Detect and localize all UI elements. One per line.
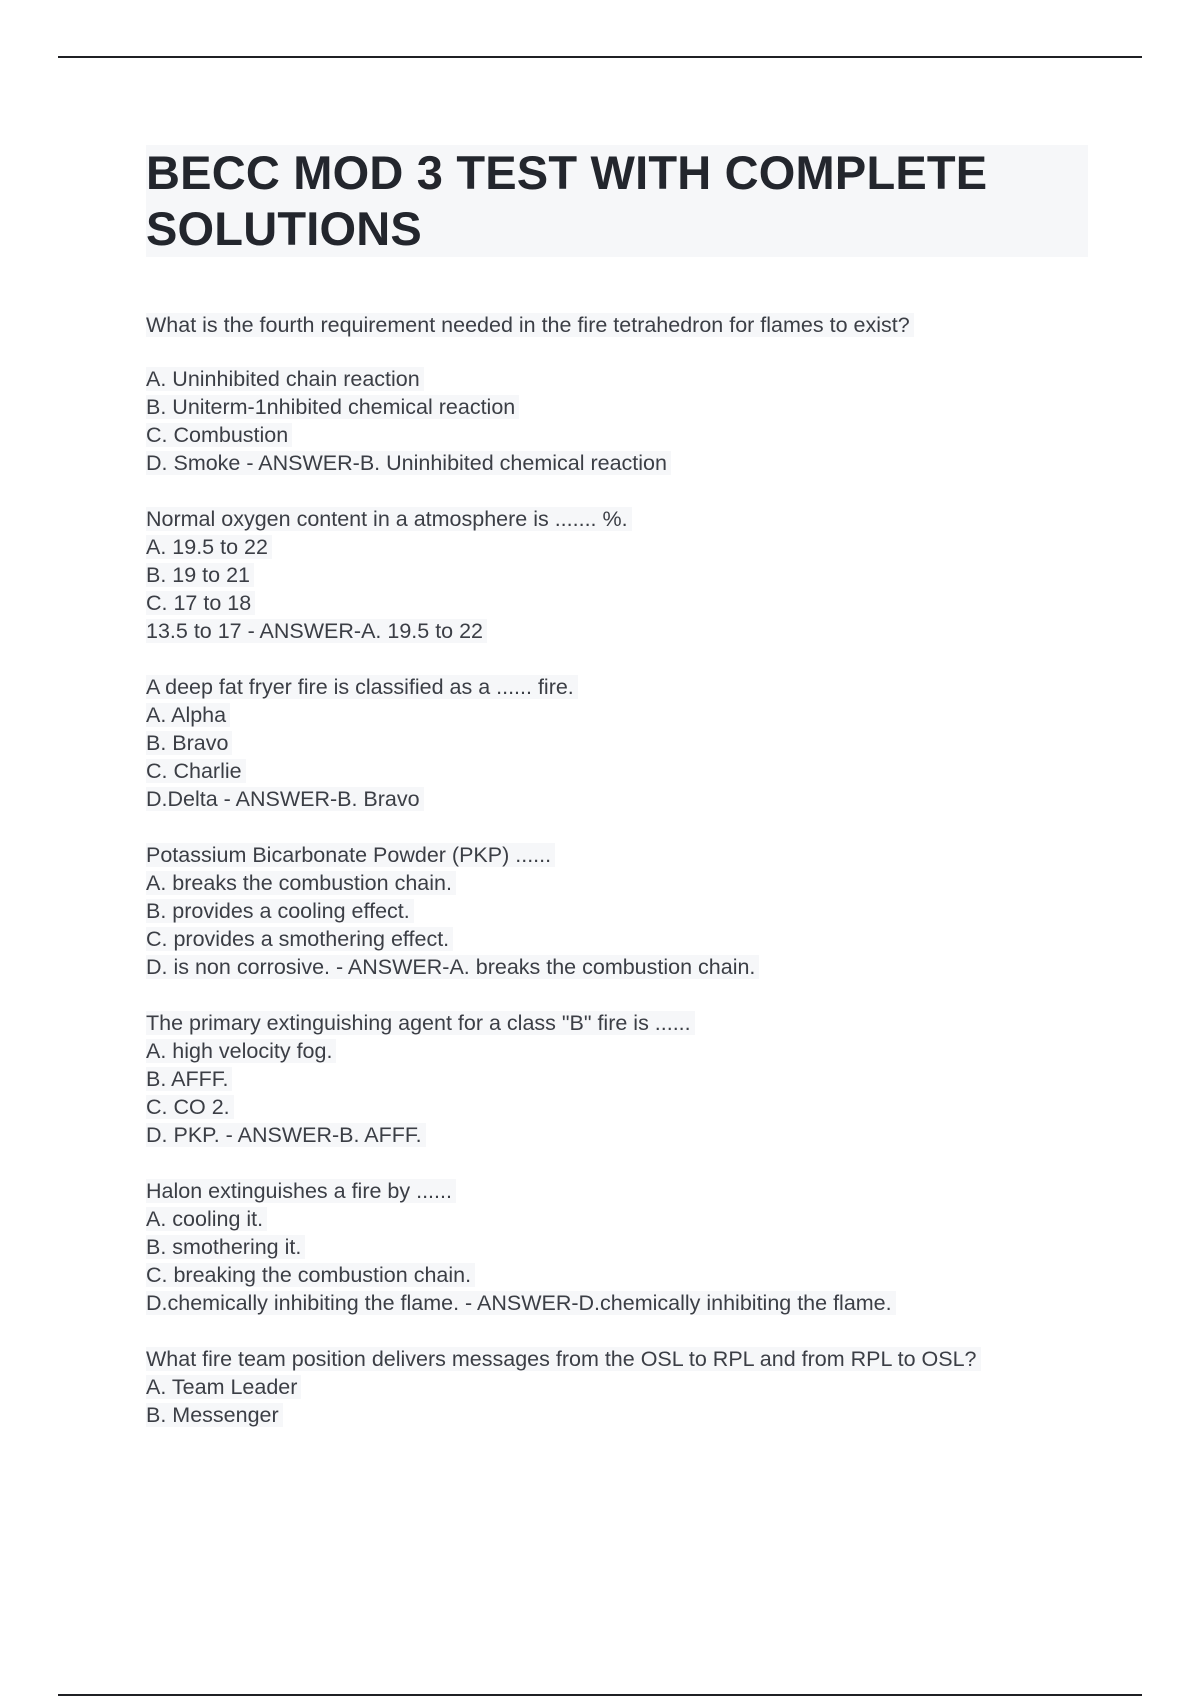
option-line: B. smothering it.: [146, 1233, 1106, 1261]
answer-line: D.Delta - ANSWER-B. Bravo: [146, 785, 1106, 813]
question-text: The primary extinguishing agent for a class "B" fire is ......: [146, 1009, 1106, 1037]
question-block-2: [146, 505, 1106, 645]
question-text: What fire team position delivers messages from the OSL to RPL and from RPL to OSL?: [146, 1345, 1106, 1373]
question-block-1: [146, 311, 1106, 477]
option-line: B. Messenger: [146, 1401, 1106, 1429]
option-line: A. high velocity fog.: [146, 1037, 1106, 1065]
option-line: B. 19 to 21: [146, 561, 1106, 589]
option-line: C. provides a smothering effect.: [146, 925, 1106, 953]
questions-list: [146, 311, 1106, 1457]
answer-line: D. is non corrosive. - ANSWER-A. breaks the combustion chain.: [146, 953, 1106, 981]
question-text: Potassium Bicarbonate Powder (PKP) ......: [146, 841, 1106, 869]
question-text: What is the fourth requirement needed in the fire tetrahedron for flames to exist?: [146, 311, 1106, 339]
option-line: C. Combustion: [146, 421, 1106, 449]
question-block-5: [146, 1009, 1106, 1149]
question-block-3: [146, 673, 1106, 813]
option-line: C. CO 2.: [146, 1093, 1106, 1121]
title-block: [146, 145, 1088, 257]
option-line: A. breaks the combustion chain.: [146, 869, 1106, 897]
document-title-line-1: BECC MOD 3 TEST WITH COMPLETE: [146, 146, 988, 199]
document-title-line-2: SOLUTIONS: [146, 202, 422, 255]
option-line: A. Alpha: [146, 701, 1106, 729]
answer-line: D.chemically inhibiting the flame. - ANSWER-D.chemically inhibiting the flame.: [146, 1289, 1106, 1317]
option-line: A. Uninhibited chain reaction: [146, 365, 1106, 393]
question-block-6: [146, 1177, 1106, 1317]
bottom-rule: [58, 1694, 1142, 1696]
answer-line: D. PKP. - ANSWER-B. AFFF.: [146, 1121, 1106, 1149]
option-line: C. 17 to 18: [146, 589, 1106, 617]
answer-line: D. Smoke - ANSWER-B. Uninhibited chemical reaction: [146, 449, 1106, 477]
question-block-7: [146, 1345, 1106, 1429]
question-text: Halon extinguishes a fire by ......: [146, 1177, 1106, 1205]
option-line: C. breaking the combustion chain.: [146, 1261, 1106, 1289]
option-line: C. Charlie: [146, 757, 1106, 785]
option-line: B. AFFF.: [146, 1065, 1106, 1093]
top-rule: [58, 56, 1142, 58]
option-line: B. Uniterm-1nhibited chemical reaction: [146, 393, 1106, 421]
option-line: A. 19.5 to 22: [146, 533, 1106, 561]
option-line: A. cooling it.: [146, 1205, 1106, 1233]
question-text: A deep fat fryer fire is classified as a ...... fire.: [146, 673, 1106, 701]
option-line: B. provides a cooling effect.: [146, 897, 1106, 925]
option-line: B. Bravo: [146, 729, 1106, 757]
question-block-4: [146, 841, 1106, 981]
option-line: A. Team Leader: [146, 1373, 1106, 1401]
answer-line: 13.5 to 17 - ANSWER-A. 19.5 to 22: [146, 617, 1106, 645]
question-text: Normal oxygen content in a atmosphere is ....... %.: [146, 505, 1106, 533]
